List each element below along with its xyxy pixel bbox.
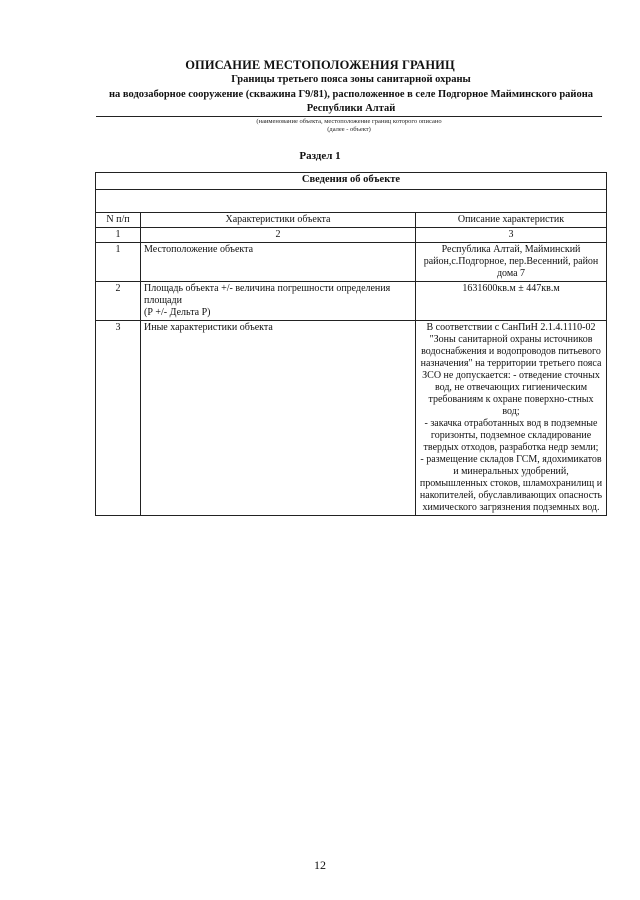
document-title: ОПИСАНИЕ МЕСТОПОЛОЖЕНИЯ ГРАНИЦ (185, 58, 455, 72)
page-number: 12 (314, 858, 326, 872)
table-blank-cell (96, 190, 607, 213)
column-index-2: 2 (141, 228, 416, 243)
table-caption: Сведения об объекте (96, 173, 607, 190)
row-number: 1 (96, 243, 141, 282)
table-caption-row (96, 173, 607, 190)
title-footnote-1: (наименование объекта, местоположение границ которого описано (256, 118, 442, 125)
section-title: Раздел 1 (299, 150, 341, 162)
row-characteristic: Площадь объекта +/- величина погрешности определения площади (Р +/- Дельта Р) (141, 282, 416, 321)
table-row (96, 243, 607, 282)
object-name-line-2: на водозаборное сооружение (скважина Г9/81), расположенное в селе Подгорное Майминского района (108, 89, 594, 100)
table-row (96, 282, 607, 321)
row-number: 3 (96, 321, 141, 516)
row-description: Республика Алтай, Майминский район,с.Подгорное, пер.Весенний, район дома 7 (416, 243, 607, 282)
row-description: 1631600кв.м ± 447кв.м (416, 282, 607, 321)
object-info-table (95, 172, 607, 516)
table-column-number-row (96, 228, 607, 243)
object-name-line-3: Республики Алтай (306, 103, 396, 114)
table-blank-row (96, 190, 607, 213)
column-header-number: N п/п (96, 213, 141, 228)
row-characteristic: Иные характеристики объекта (141, 321, 416, 516)
column-index-3: 3 (416, 228, 607, 243)
row-description: В соответствии с СанПиН 2.1.4.1110-02 "Зоны санитарной охраны источников водоснабжения и водопроводов питьевого назначения" на территории третьего пояса ЗСО не допускается: - отведение сточных вод, не отвечающих гигиеническим требованиям к охране поверхно-стных вод; - закачка отработанных вод в подземные горизонты, подземное складирование твердых отходов, разработка недр земли; - размещение складов ГСМ, ядохимикатов и минеральных удобрений, промышленных стоков, шламохранилищ и накопителей, обуславливающих опасность химического загрязнения подземных вод. (416, 321, 607, 516)
column-header-characteristic: Характеристики объекта (141, 213, 416, 228)
column-index-1: 1 (96, 228, 141, 243)
table-row (96, 321, 607, 516)
table-header-row (96, 213, 607, 228)
title-footnote-2: (далее - объект) (327, 126, 371, 133)
column-header-description: Описание характеристик (416, 213, 607, 228)
title-underline (96, 116, 602, 117)
row-number: 2 (96, 282, 141, 321)
row-characteristic: Местоположение объекта (141, 243, 416, 282)
object-name-line-1: Границы третьего пояса зоны санитарной охраны (231, 74, 471, 85)
